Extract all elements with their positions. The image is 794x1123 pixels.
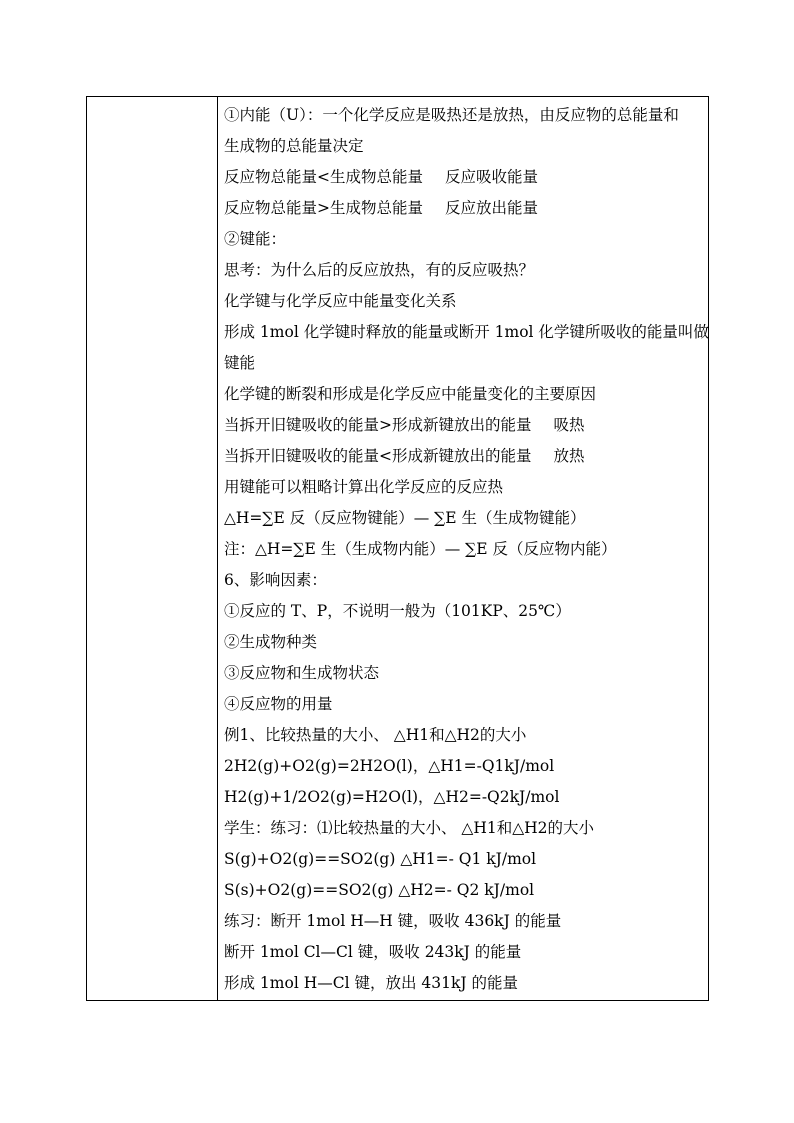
text-line xyxy=(224,195,704,226)
text-line: 例1、比较热量的大小、 △H1和△H2的大小 xyxy=(224,726,527,744)
text-line: 断开 1mol Cl—Cl 键，吸收 243kJ 的能量 xyxy=(224,943,522,961)
text-line xyxy=(224,443,704,474)
text-segment: 吸热 xyxy=(553,416,585,434)
text-line: 学生：练习：⑴比较热量的大小、 △H1和△H2的大小 xyxy=(224,819,595,837)
text-line: ②生成物种类 xyxy=(224,633,318,651)
text-line: 练习：断开 1mol H—H 键，吸收 436kJ 的能量 xyxy=(224,912,562,930)
text-line: 生成物的总能量决定 xyxy=(224,137,364,155)
text-line: 化学键的断裂和形成是化学反应中能量变化的主要原因 xyxy=(224,385,597,403)
lesson-content xyxy=(224,102,709,1001)
text-line: 用键能可以粗略计算出化学反应的反应热 xyxy=(224,478,504,496)
text-line xyxy=(224,412,704,443)
text-line: ③反应物和生成物状态 xyxy=(224,664,380,682)
text-segment: 反应放出能量 xyxy=(445,199,539,217)
text-line: 思考：为什么后的反应放热，有的反应吸热？ xyxy=(224,261,535,279)
text-line: H2(g)+1/2O2(g)=H2O(l)，△H2=-Q2kJ/mol xyxy=(224,788,560,806)
text-line: 形成 1mol 化学键时释放的能量或断开 1mol 化学键所吸收的能量叫做 xyxy=(224,323,709,341)
text-line: ①反应的 T、P，不说明一般为（101KP、25℃） xyxy=(224,602,571,620)
text-line: 2H2(g)+O2(g)=2H2O(l)，△H1=-Q1kJ/mol xyxy=(224,757,555,775)
text-segment: 反应物总能量<生成物总能量 xyxy=(224,168,423,186)
text-line xyxy=(224,164,704,195)
text-segment: 当拆开旧键吸收的能量>形成新键放出的能量 xyxy=(224,416,532,434)
text-segment: 反应吸收能量 xyxy=(445,168,539,186)
text-line: ②键能： xyxy=(224,230,287,248)
lesson-table xyxy=(86,96,709,1001)
text-segment: 当拆开旧键吸收的能量<形成新键放出的能量 xyxy=(224,447,532,465)
text-line: ①内能（U）：一个化学反应是吸热还是放热，由反应物的总能量和 xyxy=(224,106,679,124)
text-line: 形成 1mol H—Cl 键，放出 431kJ 的能量 xyxy=(224,974,519,992)
text-line: 6、影响因素： xyxy=(224,571,327,589)
text-line: 键能 xyxy=(224,354,256,372)
text-line: 化学键与化学反应中能量变化关系 xyxy=(224,292,457,310)
text-line: S(s)+O2(g)==SO2(g) △H2=- Q2 kJ/mol xyxy=(224,881,535,899)
text-line: 注：△H=∑E 生（生成物内能）— ∑E 反（反应物内能） xyxy=(224,540,617,558)
text-line: ④反应物的用量 xyxy=(224,695,333,713)
column-divider xyxy=(217,97,218,1000)
text-segment: 放热 xyxy=(553,447,585,465)
text-segment: 反应物总能量>生成物总能量 xyxy=(224,199,423,217)
text-line: △H=∑E 反（反应物键能）— ∑E 生（生成物键能） xyxy=(224,509,586,527)
text-line: S(g)+O2(g)==SO2(g) △H1=- Q1 kJ/mol xyxy=(224,850,537,868)
